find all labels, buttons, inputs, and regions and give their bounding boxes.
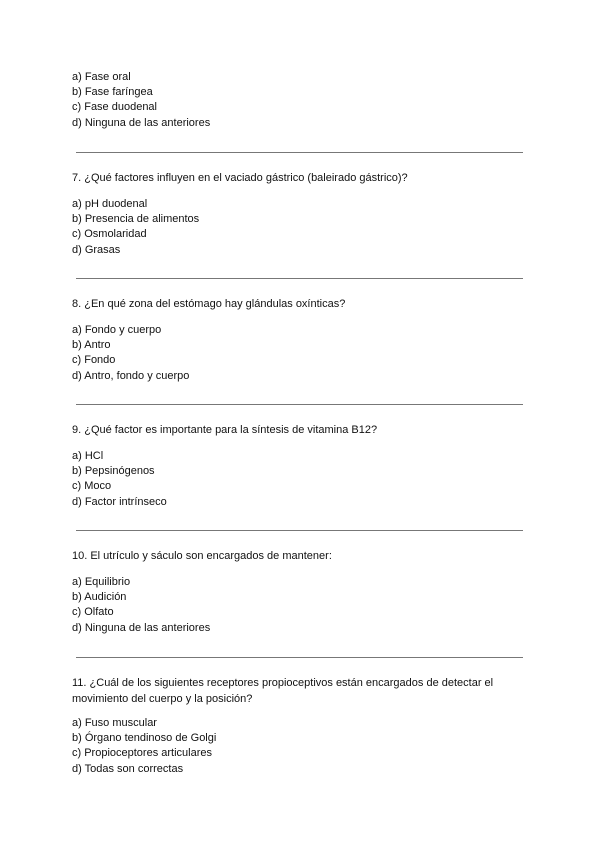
question-block-7 [72, 171, 528, 187]
question-11-options [72, 716, 528, 777]
question-8-options [72, 323, 528, 384]
divider [76, 657, 523, 658]
option-c: c) Moco [72, 480, 112, 493]
option-a: a) HCl [72, 450, 104, 462]
option-a: a) Equilibrio [72, 576, 131, 588]
question-text: 7. ¿Qué factores influyen en el vaciado gástrico (baleirado gástrico)? [72, 172, 408, 184]
option-b: b) Audición [72, 591, 127, 604]
question-block-10 [72, 549, 528, 565]
question-9-options [72, 449, 528, 510]
question-block-11 [72, 676, 512, 707]
question-text: 10. El utrículo y sáculo son encargados de mantener: [72, 550, 332, 562]
question-text: 8. ¿En qué zona del estómago hay glándulas oxínticas? [72, 298, 346, 310]
divider [76, 278, 523, 279]
option-c: c) Fase duodenal [72, 101, 157, 114]
question-7-options [72, 197, 528, 258]
option-d: d) Todas son correctas [72, 762, 184, 775]
option-d: d) Factor intrínseco [72, 495, 167, 508]
option-b: b) Fase faríngea [72, 86, 153, 99]
option-b: b) Antro [72, 339, 111, 352]
question-block-continued [72, 70, 528, 131]
option-a: a) Fondo y cuerpo [72, 324, 162, 336]
question-text: 11. ¿Cuál de los siguientes receptores propioceptivos están encargados de detectar el movimiento del cuerpo y la posición? [72, 677, 494, 705]
option-c: c) Osmolaridad [72, 228, 147, 241]
option-b: b) Pepsinógenos [72, 465, 155, 478]
question-block-9 [72, 423, 528, 439]
option-c: c) Fondo [72, 354, 116, 367]
option-c: c) Propioceptores articulares [72, 747, 213, 760]
divider [76, 152, 523, 153]
option-a: a) Fase oral [72, 71, 131, 83]
option-b: b) Órgano tendinoso de Golgi [72, 732, 217, 745]
divider [76, 530, 523, 531]
option-d: d) Grasas [72, 243, 121, 256]
question-text: 9. ¿Qué factor es importante para la síntesis de vitamina B12? [72, 424, 378, 436]
question-block-8 [72, 297, 528, 313]
option-a: a) pH duodenal [72, 198, 148, 210]
option-d: d) Ninguna de las anteriores [72, 621, 211, 634]
option-a: a) Fuso muscular [72, 717, 157, 729]
divider [76, 404, 523, 405]
question-10-options [72, 575, 528, 636]
option-b: b) Presencia de alimentos [72, 213, 200, 226]
option-d: d) Ninguna de las anteriores [72, 116, 211, 129]
option-c: c) Olfato [72, 606, 114, 619]
option-d: d) Antro, fondo y cuerpo [72, 369, 190, 382]
